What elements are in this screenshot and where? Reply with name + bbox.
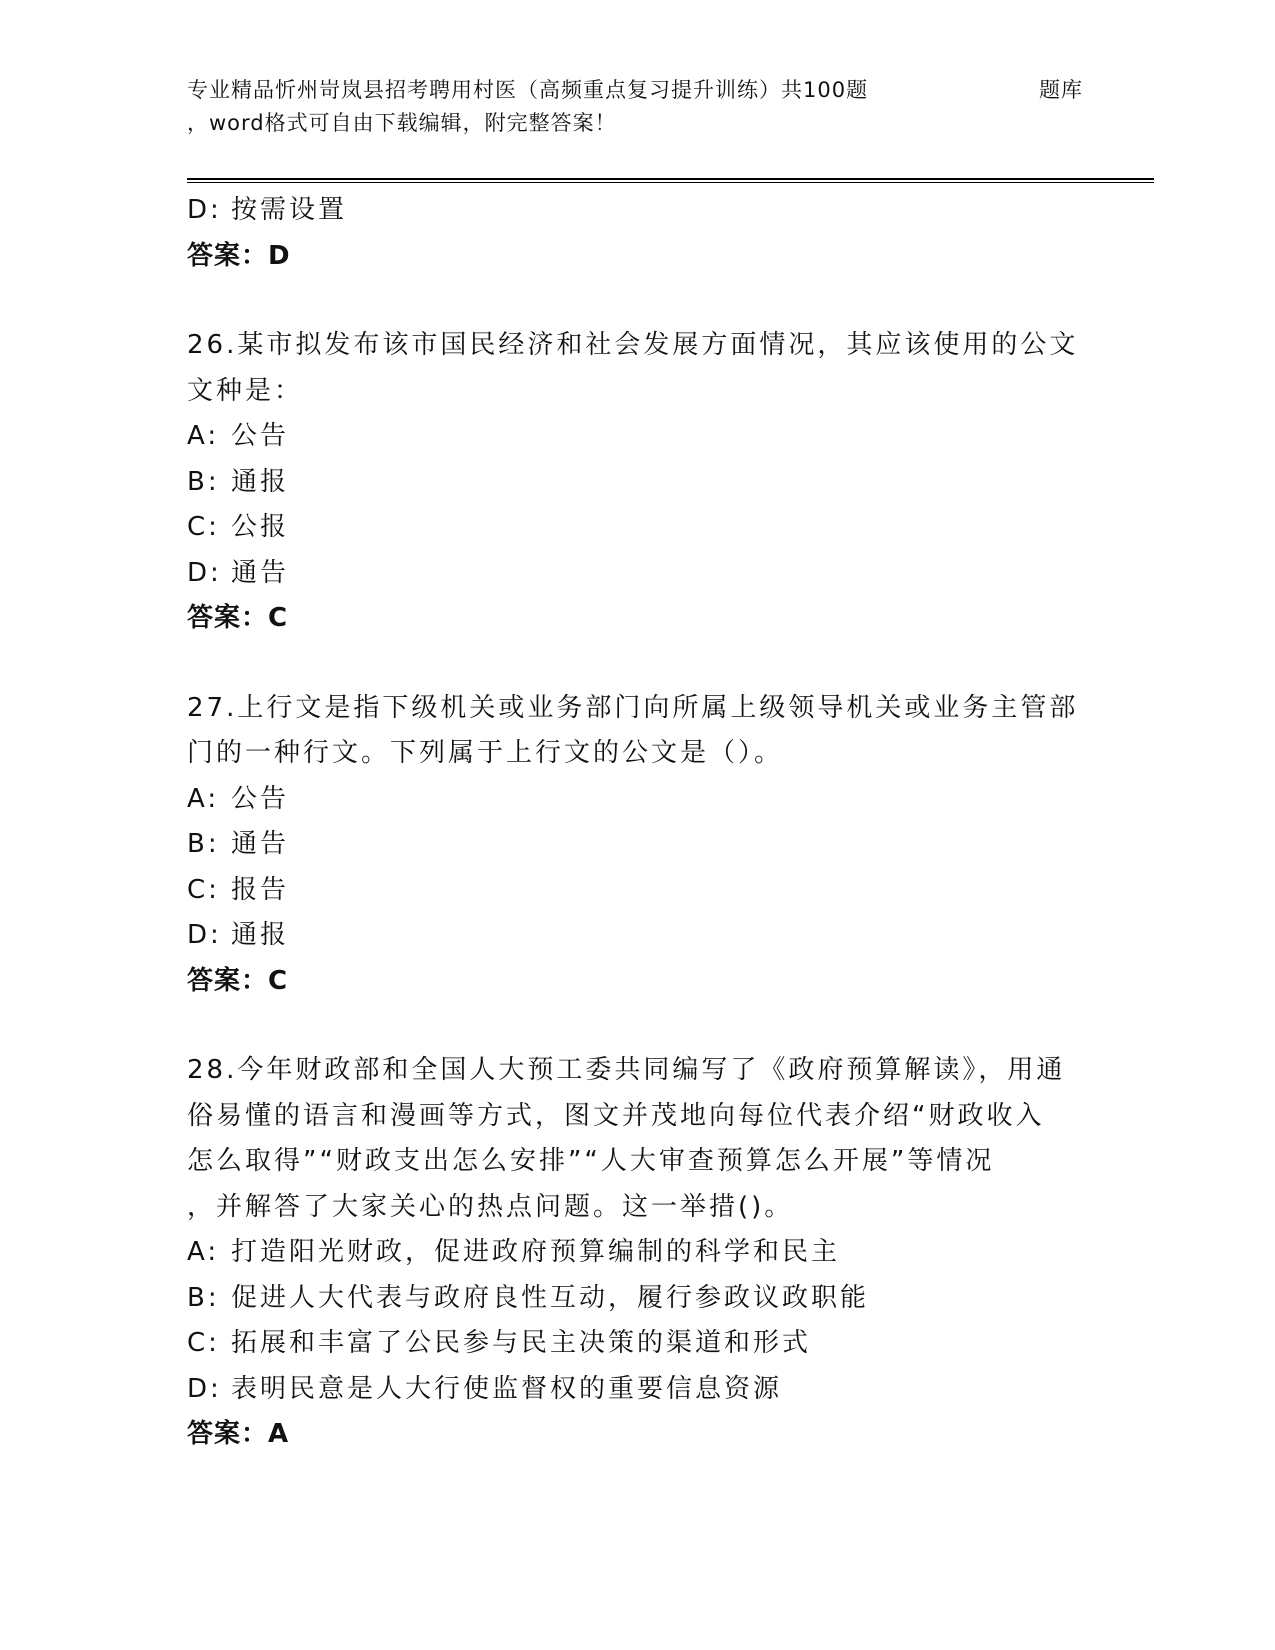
option-letter: A: — [187, 783, 220, 814]
answer-line: 答案：C — [187, 603, 289, 633]
option-text: 公告 — [231, 783, 290, 814]
option-text: 按需设置 — [231, 195, 348, 225]
option-row — [187, 414, 1087, 460]
answer-line: 答案：C — [187, 965, 289, 996]
header-title-line2: ，word格式可自由下载编辑，附完整答案！ — [187, 111, 617, 135]
option-letter: C: — [187, 1328, 220, 1358]
question-stem-line: 怎么取得”“财政支出怎么安排”“人大审查预算怎么开展”等情况 — [187, 1146, 995, 1176]
option-text: 通报 — [231, 466, 290, 497]
option-row — [187, 913, 1087, 959]
option-row — [187, 1367, 1087, 1413]
option-text: 表明民意是人大行使监督权的重要信息资源 — [231, 1373, 783, 1404]
page-header — [187, 74, 1087, 140]
question-stem-line: 文种是： — [187, 375, 304, 406]
question-stem-line: 28.今年财政部和全国人大预工委共同编写了《政府预算解读》，用通 — [187, 1055, 1066, 1085]
option-letter: C: — [187, 512, 220, 542]
option-text: 促进人大代表与政府良性互动，履行参政议政职能 — [231, 1282, 870, 1313]
option-row — [187, 551, 1087, 597]
header-rule-thin — [187, 182, 1154, 183]
option-text: 公报 — [231, 512, 290, 542]
option-text: 打造阳光财政，促进政府预算编制的科学和民主 — [231, 1237, 841, 1267]
option-letter: A: — [187, 421, 220, 451]
header-title-line1: 专业精品忻州岢岚县招考聘用村医（高频重点复习提升训练）共100题 — [187, 78, 869, 102]
option-letter: D: — [187, 557, 222, 588]
option-row — [187, 188, 1087, 234]
option-row — [187, 505, 1087, 551]
option-letter: D: — [187, 195, 222, 225]
option-letter: A: — [187, 1237, 220, 1267]
option-row — [187, 868, 1087, 914]
option-row — [187, 1230, 1087, 1276]
option-text: 通告 — [231, 829, 290, 859]
question-stem-line: 27.上行文是指下级机关或业务部门向所属上级领导机关或业务主管部 — [187, 692, 1079, 723]
question-block — [187, 1048, 1087, 1458]
option-row — [187, 777, 1087, 823]
option-letter: C: — [187, 874, 220, 905]
option-text: 通报 — [231, 920, 290, 950]
header-tag: 题库 — [1039, 78, 1083, 102]
header-rule — [187, 178, 1154, 180]
option-text: 公告 — [231, 421, 290, 451]
question-stem-line: 门的一种行文。下列属于上行文的公文是（）。 — [187, 738, 784, 768]
option-row — [187, 460, 1087, 506]
option-letter: B: — [187, 1282, 220, 1313]
option-row — [187, 1276, 1087, 1322]
question-block — [187, 686, 1087, 1005]
option-letter: D: — [187, 920, 222, 950]
option-row — [187, 1321, 1087, 1367]
question-stem-line: 俗易懂的语言和漫画等方式，图文并茂地向每位代表介绍“财政收入 — [187, 1100, 1045, 1131]
question-block — [187, 323, 1087, 642]
option-text: 报告 — [231, 874, 290, 905]
question-stem-line: ，并解答了大家关心的热点问题。这一举措()。 — [187, 1191, 794, 1222]
option-letter: D: — [187, 1373, 222, 1404]
option-letter: B: — [187, 466, 220, 497]
option-text: 拓展和丰富了公民参与民主决策的渠道和形式 — [231, 1328, 812, 1358]
option-row — [187, 822, 1087, 868]
document-body — [187, 188, 1087, 1458]
option-text: 通告 — [231, 557, 290, 588]
answer-line: 答案：D — [187, 240, 291, 271]
option-letter: B: — [187, 829, 220, 859]
answer-line: 答案：A — [187, 1419, 290, 1449]
question-stem-line: 26.某市拟发布该市国民经济和社会发展方面情况，其应该使用的公文 — [187, 330, 1079, 360]
